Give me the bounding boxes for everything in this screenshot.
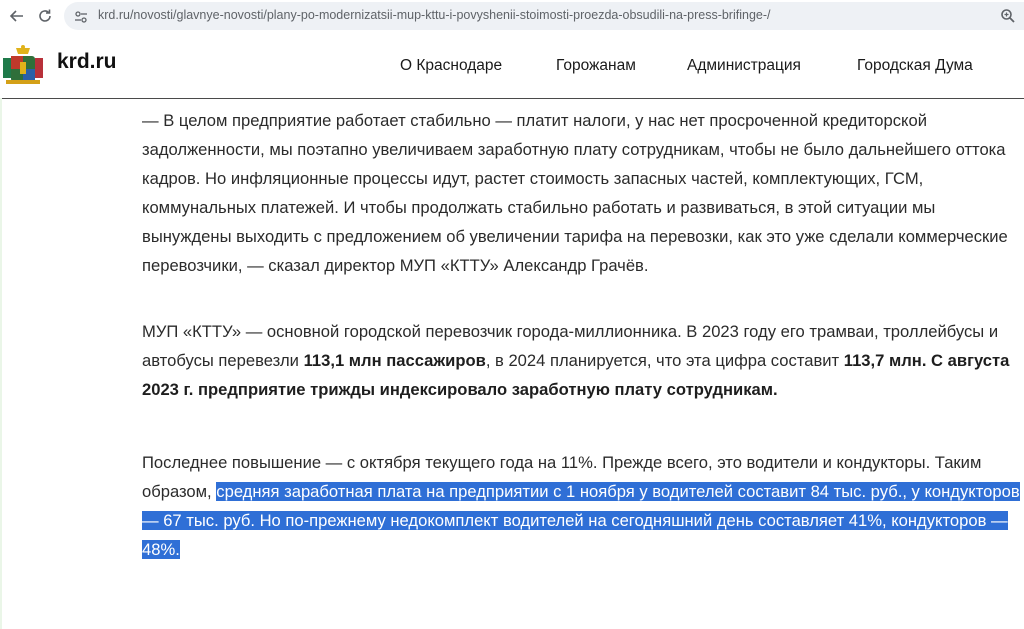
zoom-icon[interactable] [1000, 8, 1016, 28]
bold-text: 113,7 млн. С августа 2023 г. предприятие трижды индексировало заработную плату сотрудникам. [142, 351, 1010, 399]
article-paragraph-quote: — В целом предприятие работает стабильно — платит налоги, у нас нет просроченной кредиторской задолженности, мы поэтапно увеличиваем заработную плату сотрудникам, чтобы не было дальнейшего оттока кадров. Но инфляционные процессы идут, растет стоимость запасных частей, комплектующих, ГСМ, коммунальных платежей. И чтобы продолжать стабильно работать и развиваться, в этой ситуации мы вынуждены выходить с предложением об увеличении тарифа на перевозки, как это уже сделали коммерческие перевозчики, — сказал директор МУП «КТТУ» Александр Грачёв. [142, 111, 1008, 275]
nav-item-city-duma[interactable]: Городская Дума [857, 57, 973, 74]
address-bar[interactable] [64, 2, 1024, 30]
site-settings-icon[interactable] [74, 9, 88, 28]
krasnodar-coat-of-arms-logo[interactable] [2, 44, 44, 90]
back-arrow-icon[interactable] [8, 7, 26, 25]
bold-text: 113,1 млн пассажиров [303, 351, 486, 370]
article-paragraph-salary [142, 448, 1022, 564]
text-span: Последнее повышение — с октября текущего года на 11%. Прежде всего, это водители и кондукторы. Таким образом, [142, 453, 982, 501]
article-paragraph-stats [142, 317, 1022, 404]
selected-text[interactable]: средняя заработная плата на предприятии с 1 ноября у водителей составит 84 тыс. руб., у кондукторов — 67 тыс. руб. Но по-прежнему недокомплект водителей на сегодняшний день составляет 41%, кондукторов — 48%. [142, 482, 1020, 559]
site-logo-text[interactable]: krd.ru [57, 50, 117, 73]
nav-item-about-krasnodar[interactable]: О Краснодаре [400, 57, 503, 74]
reload-icon[interactable] [36, 7, 54, 25]
nav-item-administration[interactable]: Администрация [687, 57, 801, 74]
watermark-line: Чтобы активир [898, 568, 988, 583]
text-span: , в 2024 планируется, что эта цифра составит [485, 351, 844, 370]
windows-activation-watermark [898, 553, 988, 583]
site-header [0, 32, 1024, 99]
nav-item-citizens[interactable]: Горожанам [556, 57, 636, 74]
text-span: МУП «КТТУ» — основной городской перевозчик города-миллионника. В 2023 году его трамваи, троллейбусы и автобусы перевезли [142, 322, 999, 370]
watermark-line: Активация Wi [898, 553, 981, 568]
page-edge [0, 98, 2, 629]
browser-toolbar [0, 0, 1024, 32]
article-body [142, 106, 1022, 564]
url-text[interactable]: krd.ru/novosti/glavnye-novosti/plany-po-modernizatsii-mup-kttu-i-povyshenii-stoimosti-proezda-obsudili-na-press-brifinge-/ [98, 8, 771, 22]
